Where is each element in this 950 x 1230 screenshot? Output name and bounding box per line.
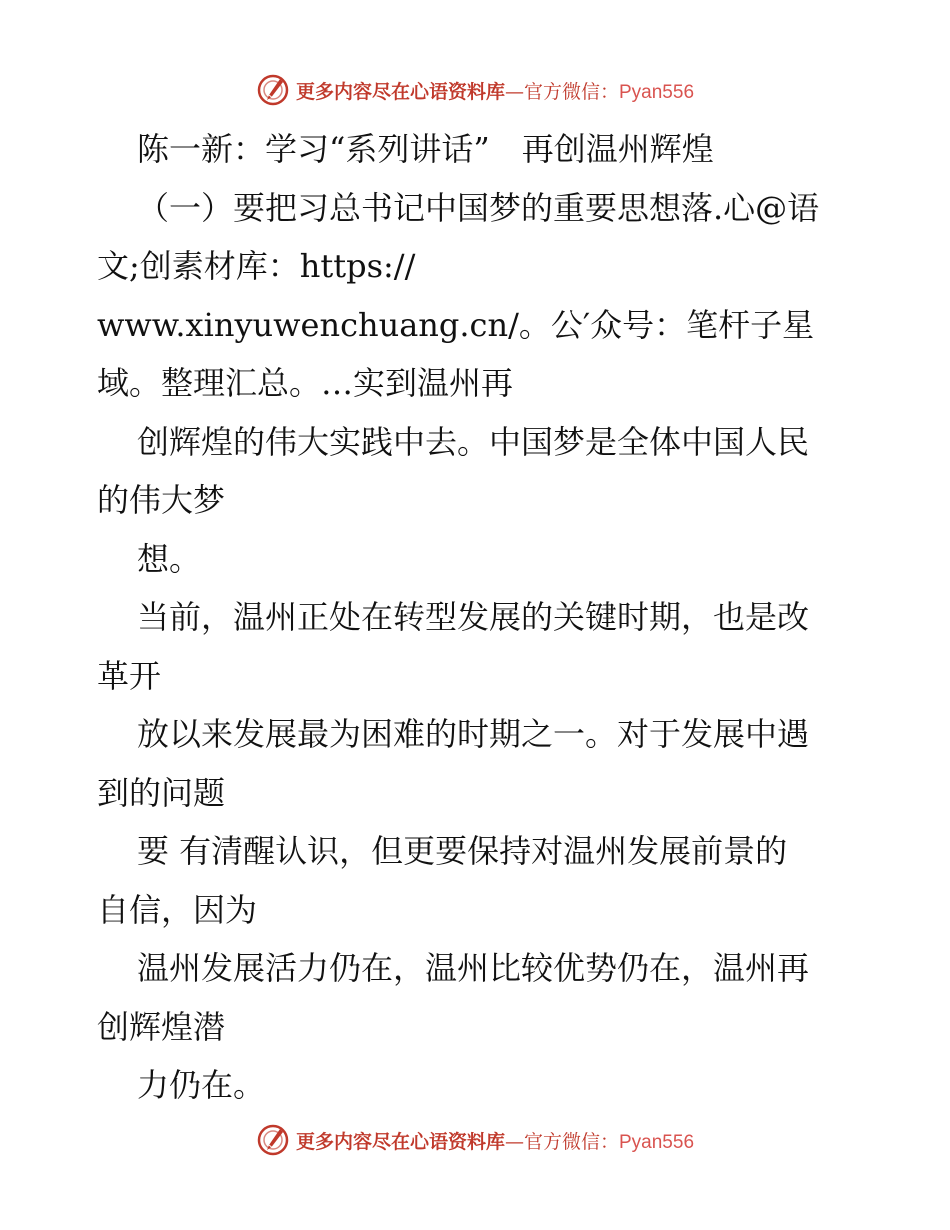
paragraph-line: 文;创素材库：https:// bbox=[97, 247, 416, 285]
banner-wechat-label: 官方微信： bbox=[523, 80, 619, 103]
paragraph-line: 想。 bbox=[137, 539, 202, 578]
paragraph-line: 力仍在。 bbox=[137, 1066, 266, 1104]
paragraph-line: 当前，温州正处在转型发展的关键时期，也是改 bbox=[137, 598, 810, 636]
banner-wechat-label: 官方微信： bbox=[523, 1130, 619, 1153]
banner-title: 更多内容尽在心语资料库 bbox=[295, 80, 505, 103]
banner-dash: — bbox=[504, 1130, 524, 1153]
paragraph-line: （一）要把习总书记中国梦的重要思想落.心@语 bbox=[137, 188, 820, 227]
document-body bbox=[97, 120, 857, 1115]
header-banner bbox=[0, 70, 950, 110]
banner-title: 更多内容尽在心语资料库 bbox=[295, 1130, 505, 1153]
pen-nib-icon bbox=[256, 1123, 290, 1157]
paragraph-line: 要 有清醒认识，但更要保持对温州发展前景的 bbox=[137, 832, 788, 870]
paragraph-line: 革开 bbox=[97, 656, 162, 695]
pen-nib-icon bbox=[256, 73, 290, 107]
paragraph-line: 放以来发展最为困难的时期之一。对于发展中遇 bbox=[137, 715, 810, 753]
paragraph-line: 创辉煌的伟大实践中去。中国梦是全体中国人民 bbox=[137, 422, 810, 461]
document-title: 陈一新：学习“系列讲话” 再创温州辉煌 bbox=[137, 130, 714, 168]
paragraph-line: www.xinyuwenchuang.cn/。公′众号：笔杆子星 bbox=[97, 305, 815, 344]
paragraph-line: 温州发展活力仍在，温州比较优势仍在，温州再 bbox=[137, 949, 810, 987]
banner-wechat-id: Pyan556 bbox=[619, 1131, 695, 1153]
paragraph-line: 到的问题 bbox=[97, 773, 226, 812]
footer-banner bbox=[0, 1120, 950, 1160]
paragraph-line: 的伟大梦 bbox=[97, 481, 226, 519]
banner-dash: — bbox=[504, 80, 524, 103]
paragraph-line: 创辉煌潜 bbox=[97, 1007, 226, 1046]
banner-wechat-id: Pyan556 bbox=[619, 81, 695, 103]
banner-text bbox=[296, 1127, 694, 1154]
paragraph-line: 域。整理汇总。…实到温州再 bbox=[97, 364, 514, 402]
banner-text bbox=[296, 77, 694, 104]
paragraph-line: 自信，因为 bbox=[97, 890, 258, 929]
